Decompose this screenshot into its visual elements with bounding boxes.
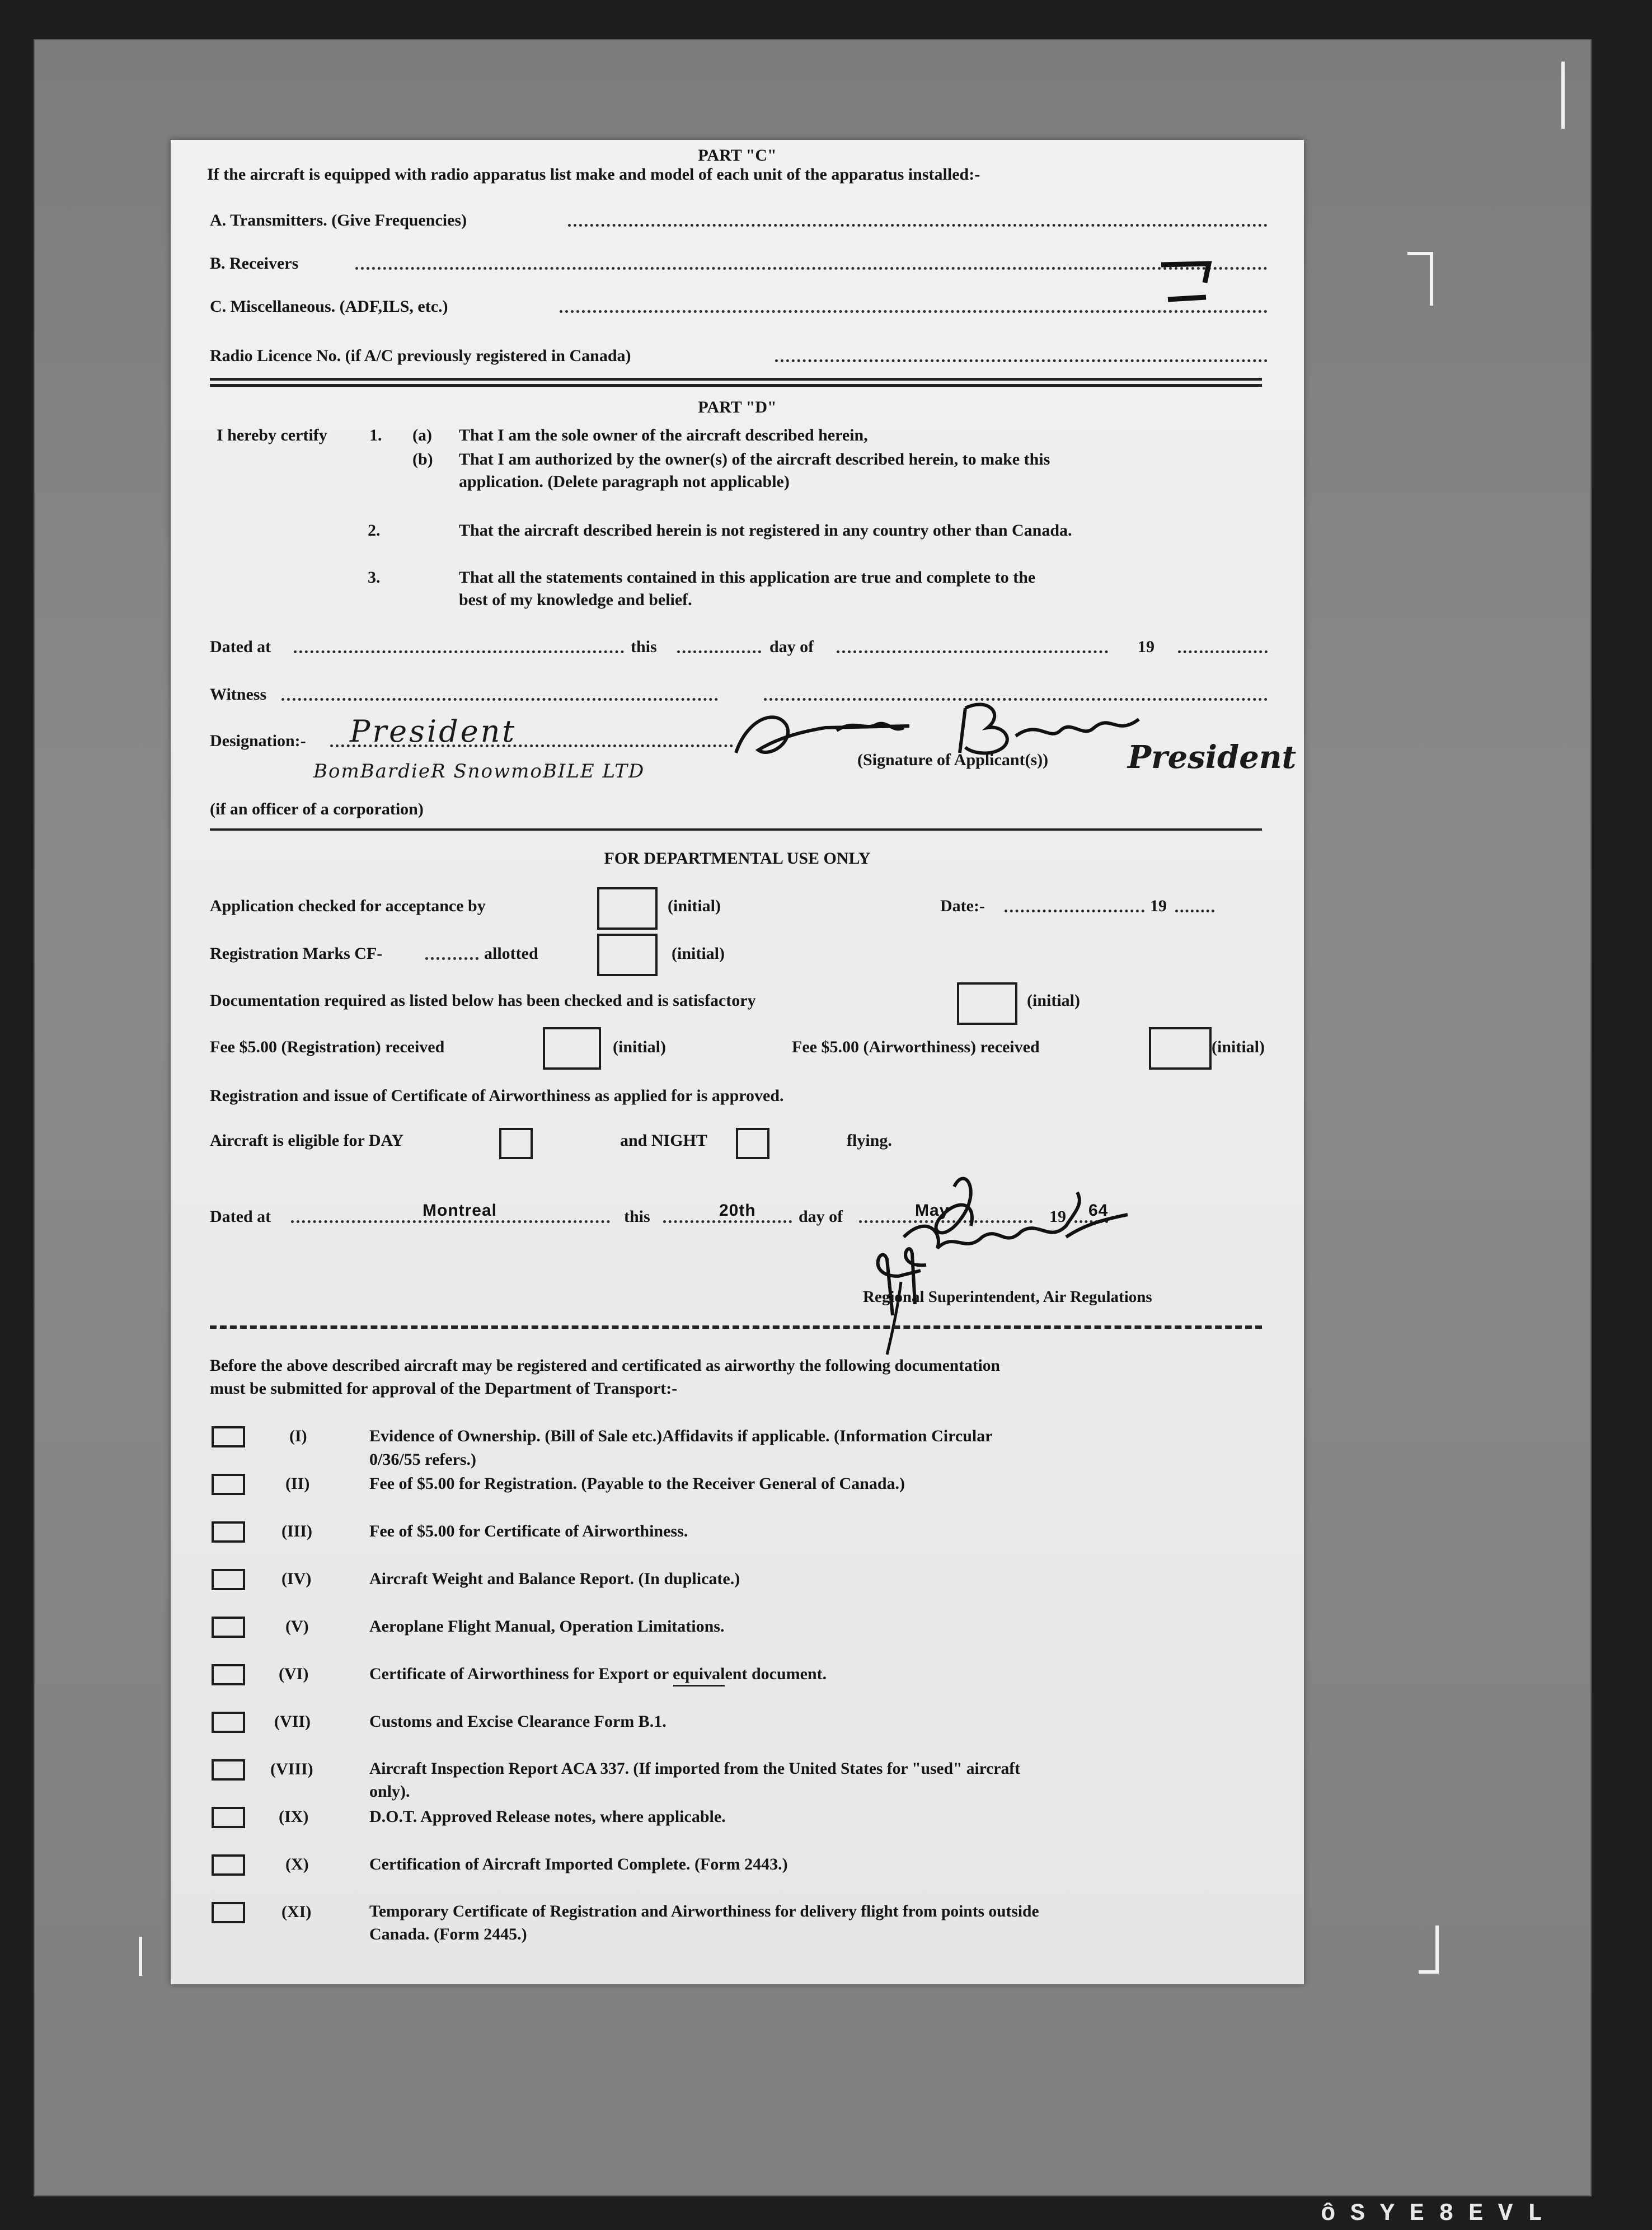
witness-label: Witness [210, 685, 267, 704]
item1b-text-line1: That I am authorized by the owner(s) of the aircraft described herein, to make this [459, 450, 1050, 469]
documentation-intro-line2: must be submitted for approval of the Department of Transport:- [210, 1379, 678, 1398]
dept-day-stamp: 20th [719, 1201, 756, 1220]
allotted-label: allotted [484, 944, 538, 963]
witness-field[interactable] [281, 698, 718, 701]
registration-marks-label: Registration Marks CF- [210, 944, 383, 963]
fee-airworthiness-initial-label: (initial) [1212, 1038, 1265, 1056]
radio-licence-field[interactable] [775, 359, 1268, 362]
documentation-initial-label: (initial) [1027, 991, 1080, 1010]
night-eligible-box[interactable] [736, 1128, 769, 1159]
date-field[interactable] [1005, 910, 1144, 912]
doc-item-text: Fee of $5.00 for Certificate of Airworthiness. [369, 1522, 688, 1540]
doc-item-number: (IV) [281, 1570, 312, 1588]
miscellaneous-label: C. Miscellaneous. (ADF,ILS, etc.) [210, 297, 448, 316]
crop-mark-top-right [1407, 252, 1433, 306]
doc-checkbox-iii[interactable] [212, 1521, 245, 1543]
day-eligible-box[interactable] [499, 1128, 533, 1159]
crop-mark-bottom-right [1419, 1926, 1439, 1974]
doc-checkbox-vi[interactable] [212, 1664, 245, 1685]
item1a-text: That I am the sole owner of the aircraft described herein, [459, 426, 868, 444]
designation-handwritten: President [350, 714, 517, 749]
departmental-divider [210, 1325, 1262, 1329]
doc-item-number: (VIII) [270, 1760, 313, 1778]
doc-item-number: (VII) [274, 1712, 311, 1731]
doc-item-text: Customs and Excise Clearance Form B.1. [369, 1712, 667, 1731]
dept-year-prefix: 19 [1049, 1207, 1066, 1226]
date-year-prefix: 19 [1150, 897, 1167, 915]
item3-text-line2: best of my knowledge and belief. [459, 591, 692, 609]
doc-item-text: Certification of Aircraft Imported Complete. (Form 2443.) [369, 1855, 788, 1873]
date-label: Date:- [940, 897, 985, 915]
date-year-field[interactable] [1175, 910, 1214, 912]
company-handwritten: BomBardieR SnowmoBILE LTD [313, 760, 645, 783]
application-form-page [171, 140, 1304, 1984]
item1b-text-line2: application. (Delete paragraph not applicable) [459, 472, 790, 491]
dept-dated-at-label: Dated at [210, 1207, 271, 1226]
dept-month-stamp: May [915, 1201, 950, 1220]
doc-item-text: Aircraft Inspection Report ACA 337. (If imported from the United States for "used" aircraft [369, 1760, 1020, 1778]
crop-mark-bottom-left [139, 1937, 153, 1976]
dept-day-of-label: day of [799, 1207, 843, 1226]
item2-number: 2. [368, 521, 381, 540]
part-c-title: PART "C" [698, 146, 777, 165]
this-label: this [631, 638, 657, 656]
part-d-title: PART "D" [698, 398, 777, 416]
officer-note: (if an officer of a corporation) [210, 800, 424, 818]
doc-item-text-line2: only). [369, 1782, 410, 1801]
doc-item-text-line2: Canada. (Form 2445.) [369, 1925, 527, 1943]
dept-place-stamp: Montreal [423, 1201, 498, 1220]
registration-initial-label: (initial) [672, 944, 725, 963]
doc-checkbox-vii[interactable] [212, 1712, 245, 1733]
superintendent-caption: Regional Superintendent, Air Regulations [863, 1288, 1152, 1306]
item2-text: That the aircraft described herein is not registered in any country other than Canada. [459, 521, 1072, 540]
this-day-field[interactable] [677, 650, 761, 653]
documentation-intro-line1: Before the above described aircraft may be registered and certificated as airworthy the following documentation [210, 1357, 1000, 1375]
doc-item-text: Aircraft Weight and Balance Report. (In duplicate.) [369, 1570, 740, 1588]
dept-day-field[interactable] [663, 1220, 792, 1223]
fee-registration-initial-label: (initial) [613, 1038, 666, 1056]
checked-acceptance-label: Application checked for acceptance by [210, 897, 486, 915]
doc-checkbox-ii[interactable] [212, 1474, 245, 1495]
part-c-intro: If the aircraft is equipped with radio apparatus list make and model of each unit of the apparatus installed:- [207, 165, 980, 184]
checked-initial-label: (initial) [668, 897, 721, 915]
doc-checkbox-i[interactable] [212, 1426, 245, 1447]
dept-this-label: this [624, 1207, 650, 1226]
doc-checkbox-x[interactable] [212, 1854, 245, 1876]
doc-checkbox-ix[interactable] [212, 1807, 245, 1828]
year-field[interactable] [1178, 650, 1268, 653]
doc-item-text: Evidence of Ownership. (Bill of Sale etc.)Affidavits if applicable. (Information Circular [369, 1427, 993, 1445]
certify-label: I hereby certify [217, 426, 327, 444]
doc-item-number: (IX) [279, 1807, 309, 1826]
signature-caption: (Signature of Applicant(s)) [857, 751, 1049, 769]
day-of-field[interactable] [837, 650, 1108, 653]
doc-item-text: Certificate of Airworthiness for Export or equivalent document. [369, 1665, 827, 1683]
part-c-divider [210, 378, 1262, 387]
doc-item-text: D.O.T. Approved Release notes, where applicable. [369, 1807, 726, 1826]
eligible-day-label: Aircraft is eligible for DAY [210, 1131, 404, 1150]
transmitters-field[interactable] [568, 224, 1268, 227]
doc-item-text: Fee of $5.00 for Registration. (Payable to the Receiver General of Canada.) [369, 1474, 905, 1493]
fee-registration-initial-box[interactable] [543, 1027, 601, 1070]
doc-checkbox-viii[interactable] [212, 1759, 245, 1781]
documentation-checked-label: Documentation required as listed below has been checked and is satisfactory [210, 991, 756, 1010]
item3-text-line1: That all the statements contained in this application are true and complete to the [459, 568, 1036, 587]
item1a-letter: (a) [412, 426, 432, 444]
and-night-label: and NIGHT [620, 1131, 707, 1150]
doc-checkbox-v[interactable] [212, 1617, 245, 1638]
radio-licence-label: Radio Licence No. (if A/C previously registered in Canada) [210, 346, 631, 365]
item3-number: 3. [368, 568, 381, 587]
receivers-label: B. Receivers [210, 254, 299, 273]
documentation-initial-box[interactable] [957, 982, 1017, 1025]
dept-place-field[interactable] [291, 1220, 610, 1223]
item1-number: 1. [369, 426, 382, 444]
registration-initial-box[interactable] [597, 934, 658, 976]
dated-at-field[interactable] [294, 650, 624, 653]
fee-airworthiness-label: Fee $5.00 (Airworthiness) received [792, 1038, 1040, 1056]
doc-item-number: (VI) [279, 1665, 309, 1683]
doc-item-number: (X) [285, 1855, 309, 1873]
doc-item-text: Aeroplane Flight Manual, Operation Limitations. [369, 1617, 725, 1636]
registration-marks-field[interactable] [425, 957, 478, 960]
flying-label: flying. [847, 1131, 892, 1150]
doc-item-number: (II) [285, 1474, 310, 1493]
doc-item-text: Temporary Certificate of Registration and Airworthiness for delivery flight from points outside [369, 1903, 1039, 1920]
doc-item-number: (III) [281, 1522, 313, 1540]
crop-mark-top-edge [1561, 62, 1565, 129]
signature-title-handwritten: President [1128, 739, 1297, 776]
checked-initial-box[interactable] [597, 887, 658, 930]
receivers-field[interactable] [355, 267, 1268, 270]
stray-pen-mark [1156, 260, 1223, 311]
doc-item-number: (V) [285, 1617, 309, 1636]
departmental-title: FOR DEPARTMENTAL USE ONLY [604, 849, 871, 868]
export-underline [673, 1685, 725, 1686]
fee-airworthiness-initial-box[interactable] [1149, 1027, 1212, 1070]
doc-checkbox-xi[interactable] [212, 1902, 245, 1923]
dated-at-label: Dated at [210, 638, 271, 656]
item1b-letter: (b) [412, 450, 433, 469]
fee-registration-label: Fee $5.00 (Registration) received [210, 1038, 445, 1056]
approval-statement: Registration and issue of Certificate of Airworthiness as applied for is approved. [210, 1086, 784, 1105]
dept-year-stamp: 64 [1088, 1201, 1109, 1220]
day-of-label: day of [769, 638, 814, 656]
doc-item-number: (XI) [281, 1903, 312, 1921]
part-d-divider [210, 828, 1262, 831]
film-edge-mark: ô S Y E 8 E V L [1321, 2200, 1543, 2228]
doc-item-number: (I) [289, 1427, 307, 1445]
transmitters-label: A. Transmitters. (Give Frequencies) [210, 211, 467, 229]
doc-item-text-line2: 0/36/55 refers.) [369, 1450, 477, 1469]
year-prefix: 19 [1138, 638, 1154, 656]
doc-checkbox-iv[interactable] [212, 1569, 245, 1590]
designation-label: Designation:- [210, 732, 306, 750]
